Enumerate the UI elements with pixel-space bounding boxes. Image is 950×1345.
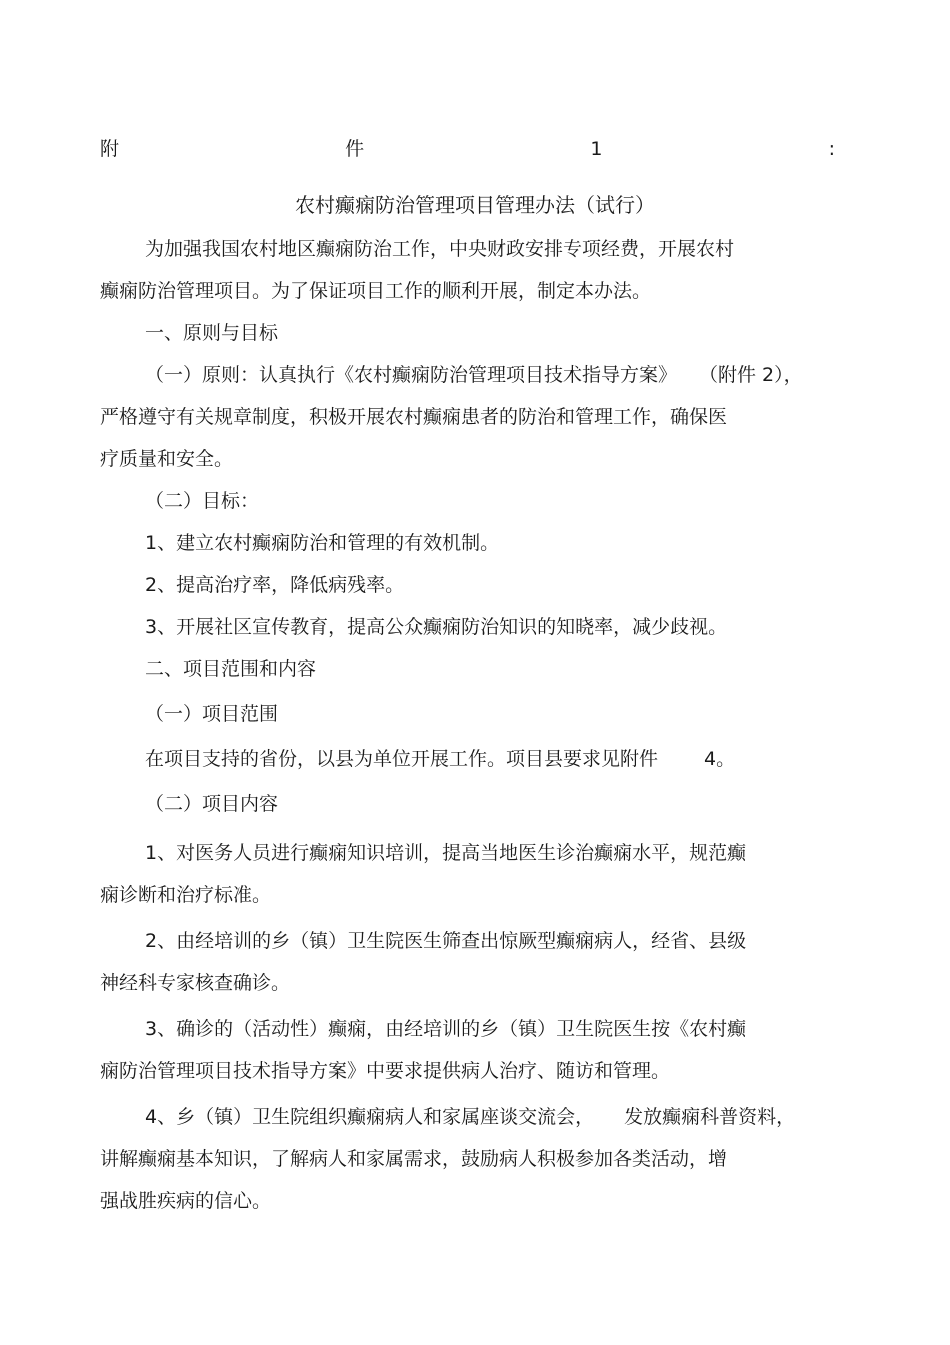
content-item-4-line1-main: 4、乡（镇）卫生院组织癫痫病人和家属座谈交流会， (145, 1106, 595, 1128)
principle-line3: 疗质量和安全。 (100, 448, 234, 470)
content-item-1-line1: 1、对医务人员进行癫痫知识培训，提高当地医生诊治癫痫水平，规范癫 (145, 842, 747, 864)
section-heading-scope-content: 二、项目范围和内容 (145, 658, 317, 680)
scope-paragraph-appendix-ref: 4。 (704, 748, 736, 770)
content-item-4-line1 (145, 1104, 795, 1130)
principle-line1-main: （一）原则：认真执行《农村癫痫防治管理项目技术指导方案》 (145, 364, 678, 386)
scope-paragraph-main: 在项目支持的省份，以县为单位开展工作。项目县要求见附件 (145, 748, 659, 770)
principle-line2: 严格遵守有关规章制度，积极开展农村癫痫患者的防治和管理工作，确保医 (100, 406, 728, 428)
principle-line1-appendix-ref: （附件 2）， (699, 364, 803, 386)
content-item-1-line2: 痫诊断和治疗标准。 (100, 884, 272, 906)
heading-char-jian: 件 (345, 138, 365, 160)
heading-number: 1 (590, 138, 603, 160)
subsection-heading-scope: （一）项目范围 (145, 703, 279, 725)
content-item-3-line1: 3、确诊的（活动性）癫痫，由经培训的乡（镇）卫生院医生按《农村癫 (145, 1018, 747, 1040)
document-title: 农村癫痫防治管理项目管理办法（试行） (295, 193, 655, 217)
content-item-2-line1: 2、由经培训的乡（镇）卫生院医生筛查出惊厥型癫痫病人，经省、县级 (145, 930, 747, 952)
content-item-2-line2: 神经科专家核查确诊。 (100, 972, 291, 994)
scope-paragraph (145, 746, 735, 772)
paragraph-intro-line1: 为加强我国农村地区癫痫防治工作，中央财政安排专项经费，开展农村 (145, 238, 735, 260)
heading-colon: : (828, 138, 835, 160)
goal-item-3: 3、开展社区宣传教育，提高公众癫痫防治知识的知晓率，减少歧视。 (145, 616, 728, 638)
subsection-heading-content: （二）项目内容 (145, 793, 279, 815)
content-item-4-line1-tail: 发放癫痫科普资料， (624, 1106, 796, 1128)
section-heading-principles-goals: 一、原则与目标 (145, 322, 279, 344)
content-item-3-line2: 痫防治管理项目技术指导方案》中要求提供病人治疗、随访和管理。 (100, 1060, 671, 1082)
goal-item-2: 2、提高治疗率，降低病残率。 (145, 574, 405, 596)
heading-char-fu: 附 (100, 138, 120, 160)
content-item-4-line2: 讲解癫痫基本知识，了解病人和家属需求，鼓励病人积极参加各类活动，增 (100, 1148, 728, 1170)
attachment-heading (100, 136, 835, 162)
paragraph-intro-line2: 癫痫防治管理项目。为了保证项目工作的顺利开展，制定本办法。 (100, 280, 652, 302)
goal-item-1: 1、建立农村癫痫防治和管理的有效机制。 (145, 532, 500, 554)
principle-line1 (145, 362, 803, 388)
subsection-heading-goals: （二）目标： (145, 490, 260, 512)
content-item-4-line3: 强战胜疾病的信心。 (100, 1190, 272, 1212)
